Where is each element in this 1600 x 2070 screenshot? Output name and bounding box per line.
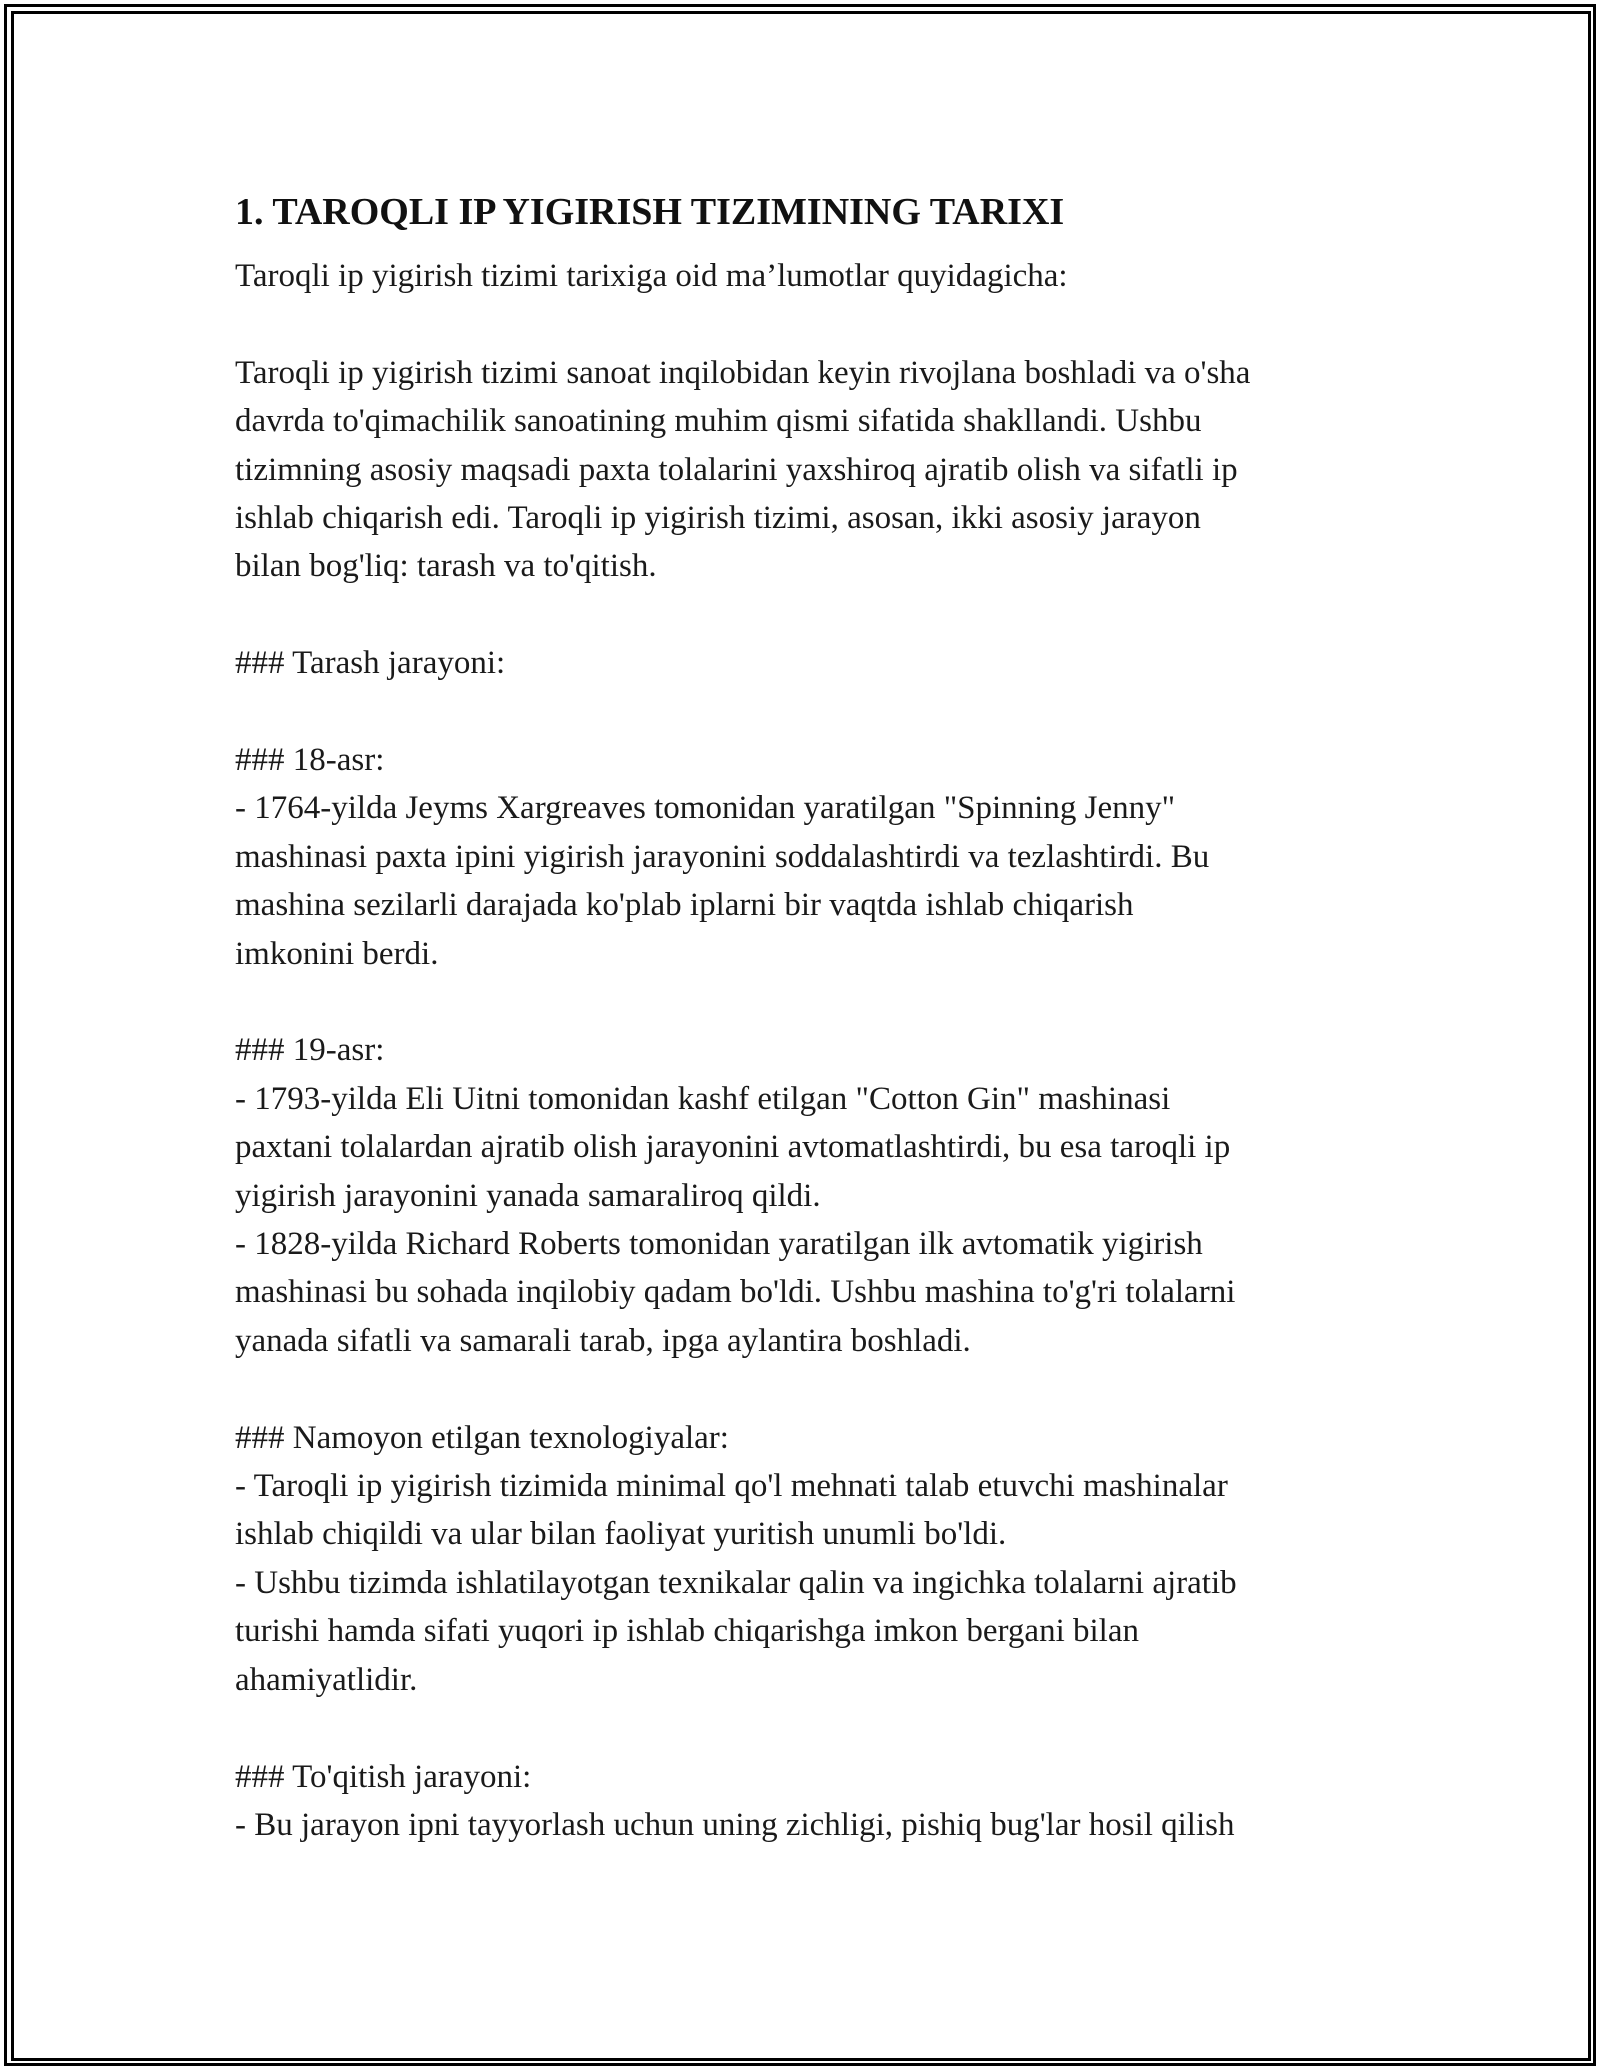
paragraph-line: davrda to'qimachilik sanoatining muhim qismi sifatida shakllandi. Ushbu xyxy=(235,403,1202,440)
paragraph-line: yanada sifatli va samarali tarab, ipga aylantira boshladi. xyxy=(235,1322,971,1359)
section-heading-line: ### Tarash jarayoni: xyxy=(235,645,506,682)
paragraph-line: turishi hamda sifati yuqori ip ishlab chiqarishga imkon bergani bilan xyxy=(235,1613,1139,1650)
list-item-line: - Bu jarayon ipni tayyorlash uchun uning zichligi, pishiq bug'lar hosil qilish xyxy=(235,1806,1235,1843)
blank-line xyxy=(235,1365,1385,1413)
document-title: 1. TAROQLI IP YIGIRISH TIZIMINING TARIXI xyxy=(235,191,1065,233)
section-heading-line: ### 18-asr: xyxy=(235,742,385,779)
section-heading-line: ### Namoyon etilgan texnologiyalar: xyxy=(235,1419,729,1456)
list-item-line: - 1764-yilda Jeyms Xargreaves tomonidan yaratilgan "Spinning Jenny" xyxy=(235,790,1176,827)
paragraph-line: Taroqli ip yigirish tizimi tarixiga oid ma’lumotlar quyidagicha: xyxy=(235,258,1068,294)
paragraph-line: Taroqli ip yigirish tizimi sanoat inqilobidan keyin rivojlana boshladi va o'sha xyxy=(235,354,1251,391)
paragraph-line: mashina sezilarli darajada ko'plab iplarni bir vaqtda ishlab chiqarish xyxy=(235,887,1134,924)
section-heading-line: ### 19-asr: xyxy=(235,1032,385,1069)
blank-line xyxy=(235,1704,1385,1752)
paragraph-line: ishlab chiqildi va ular bilan faoliyat yuritish unumli bo'ldi. xyxy=(235,1516,1007,1553)
list-item-line: - Ushbu tizimda ishlatilayotgan texnikalar qalin va ingichka tolalarni ajratib xyxy=(235,1564,1237,1601)
blank-line xyxy=(235,978,1385,1026)
document-body xyxy=(235,252,1385,1849)
list-item-line: - 1828-yilda Richard Roberts tomonidan yaratilgan ilk avtomatik yigirish xyxy=(235,1226,1203,1263)
section-heading-line: ### To'qitish jarayoni: xyxy=(235,1758,532,1795)
paragraph-line: mashinasi paxta ipini yigirish jarayonini soddalashtirdi va tezlashtirdi. Bu xyxy=(235,838,1210,875)
paragraph-line: bilan bog'liq: tarash va to'qitish. xyxy=(235,548,657,585)
document-page xyxy=(235,188,1385,1849)
list-item-line: - 1793-yilda Eli Uitni tomonidan kashf etilgan "Cotton Gin" mashinasi xyxy=(235,1080,1171,1117)
blank-line xyxy=(235,591,1385,639)
paragraph-line: mashinasi bu sohada inqilobiy qadam bo'ldi. Ushbu mashina to'g'ri tolalarni xyxy=(235,1274,1236,1311)
paragraph-line: paxtani tolalardan ajratib olish jarayonini avtomatlashtirdi, bu esa taroqli ip xyxy=(235,1129,1231,1166)
blank-line xyxy=(235,688,1385,736)
paragraph-line: ahamiyatlidir. xyxy=(235,1661,418,1698)
blank-line xyxy=(235,300,1385,348)
paragraph-line: imkonini berdi. xyxy=(235,935,439,972)
list-item-line: - Taroqli ip yigirish tizimida minimal qo'l mehnati talab etuvchi mashinalar xyxy=(235,1468,1228,1505)
paragraph-line: yigirish jarayonini yanada samaraliroq qildi. xyxy=(235,1177,821,1214)
paragraph-line: ishlab chiqarish edi. Taroqli ip yigirish tizimi, asosan, ikki asosiy jarayon xyxy=(235,500,1201,537)
paragraph-line: tizimning asosiy maqsadi paxta tolalarini yaxshiroq ajratib olish va sifatli ip xyxy=(235,451,1238,488)
